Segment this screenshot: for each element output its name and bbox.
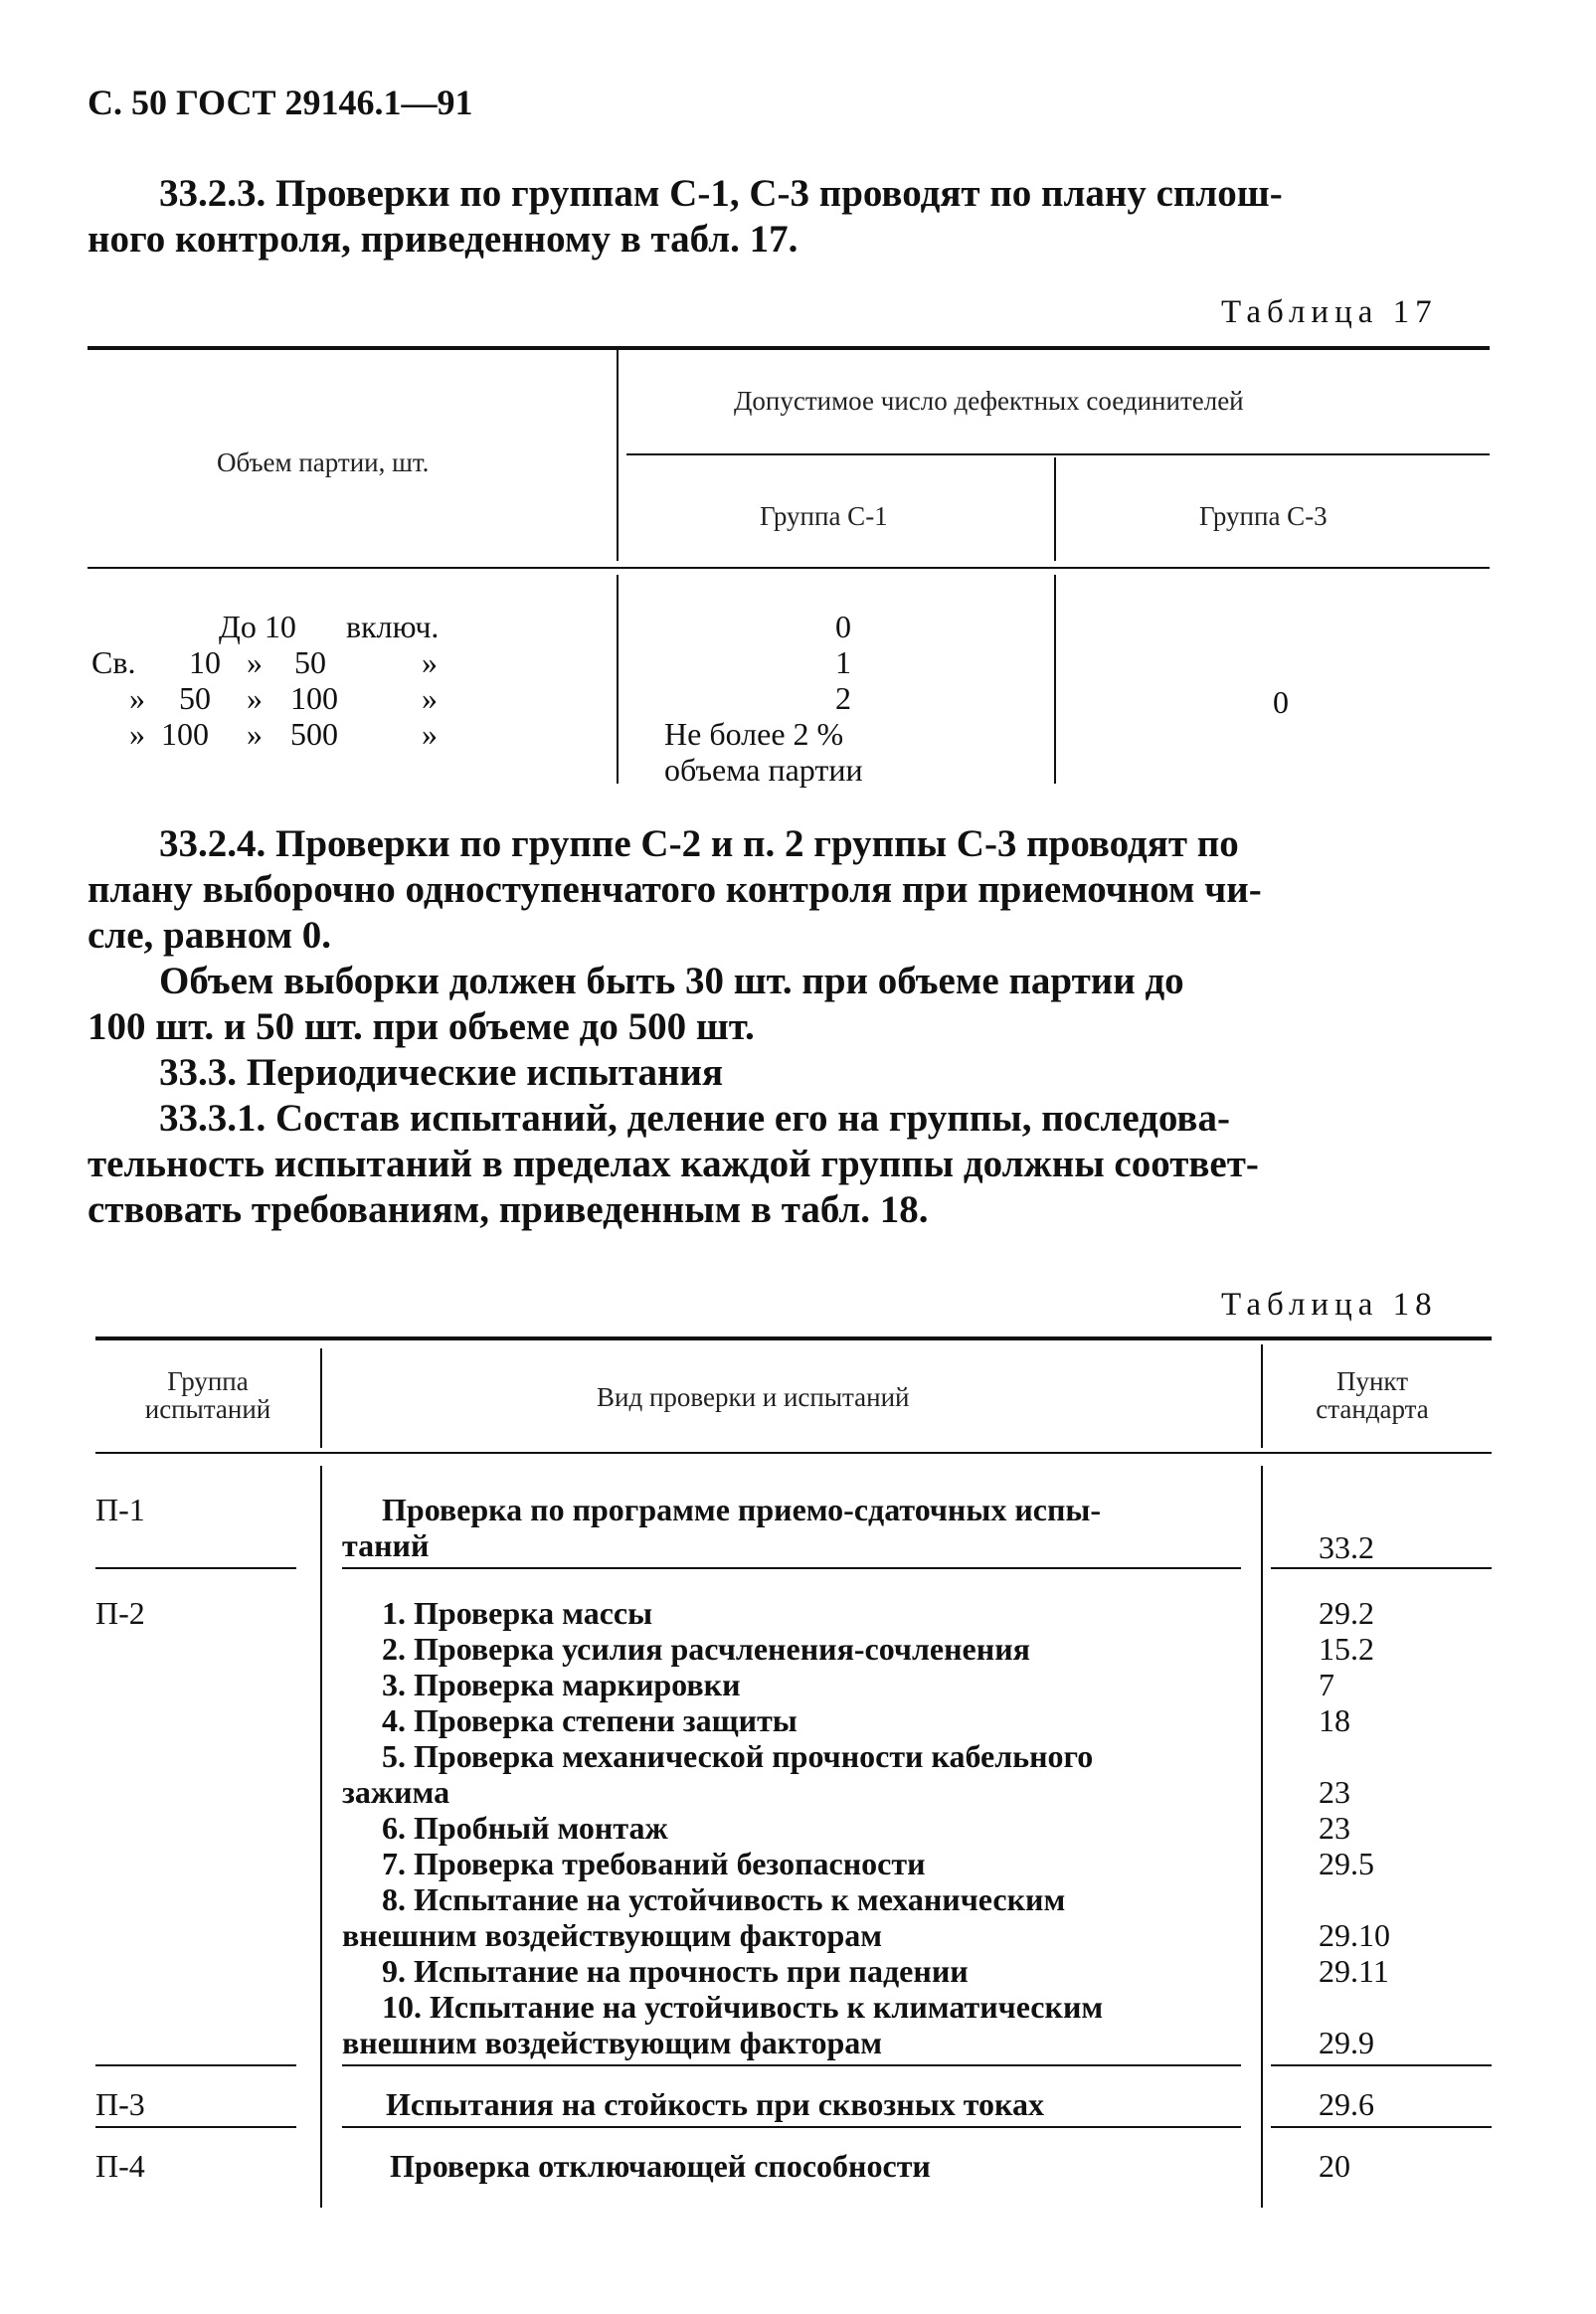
table-rule xyxy=(88,346,1490,350)
test-description: внешним воздействующим факторам xyxy=(342,2025,883,2060)
test-description: Проверка отключающей способности xyxy=(390,2148,931,2184)
row-range-from: 10 xyxy=(189,644,221,680)
paragraph-line: тельность испытаний в пределах каждой группы должны соответ- xyxy=(88,1143,1259,1185)
group-label: П-1 xyxy=(95,1492,145,1527)
test-description: Проверка по программе приемо-сдаточных испы- xyxy=(382,1492,1102,1527)
test-description: Испытания на стойкость при сквозных токах xyxy=(386,2086,1044,2122)
test-description: 6. Пробный монтаж xyxy=(382,1810,668,1846)
table-rule xyxy=(320,1466,322,2208)
page-header: С. 50 ГОСТ 29146.1—91 xyxy=(88,83,473,122)
group-label: П-2 xyxy=(95,1595,145,1631)
col-header-group: испытаний xyxy=(144,1394,271,1424)
standard-point: 29.6 xyxy=(1319,2086,1374,2122)
paragraph-line: плану выборочно одноступенчатого контроля при приемочном чи- xyxy=(88,868,1262,911)
row-range-suffix: включ. xyxy=(346,609,440,644)
standard-point: 33.2 xyxy=(1319,1529,1374,1565)
standard-point: 29.5 xyxy=(1319,1846,1374,1881)
col-header-volume: Объем партии, шт. xyxy=(217,447,430,477)
row-c1-value: Не более 2 % xyxy=(664,716,844,752)
table-rule xyxy=(617,575,619,784)
table-rule xyxy=(95,2126,296,2128)
table-rule xyxy=(95,1336,1492,1340)
col-header-group-c3: Группа С-3 xyxy=(1199,501,1328,531)
table-rule xyxy=(1261,1344,1263,1448)
table-rule xyxy=(626,453,1490,455)
table-rule xyxy=(1271,2064,1492,2066)
paragraph-line: ного контроля, приведенному в табл. 17. xyxy=(88,218,798,261)
row-c1-value: 2 xyxy=(835,680,851,716)
row-c1-extra: объема партии xyxy=(664,752,863,788)
test-description: 2. Проверка усилия расчленения-сочленения xyxy=(382,1631,1030,1667)
standard-point: 7 xyxy=(1319,1667,1334,1702)
row-range-from: 100 xyxy=(161,716,209,752)
standard-point: 23 xyxy=(1319,1810,1350,1846)
test-description: 4. Проверка степени защиты xyxy=(382,1702,798,1738)
table-rule xyxy=(1271,1567,1492,1569)
group-label: П-3 xyxy=(95,2086,145,2122)
paragraph-line: сле, равном 0. xyxy=(88,914,332,957)
test-description: 5. Проверка механической прочности кабельного xyxy=(382,1738,1094,1774)
test-description: 9. Испытание на прочность при падении xyxy=(382,1953,969,1989)
col-header-type: Вид проверки и испытаний xyxy=(597,1382,910,1412)
row-range-from: 50 xyxy=(179,680,211,716)
paragraph-line: 33.3.1. Состав испытаний, деление его на группы, последова- xyxy=(159,1097,1230,1140)
table-rule xyxy=(95,1452,1492,1454)
standard-point: 20 xyxy=(1319,2148,1350,2184)
group-label: П-4 xyxy=(95,2148,145,2184)
table-rule xyxy=(617,348,619,561)
standard-point: 29.2 xyxy=(1319,1595,1374,1631)
table-rule xyxy=(342,1567,1241,1569)
row-range-mid: » xyxy=(247,644,263,680)
row-range-mid: » xyxy=(247,680,263,716)
row-range-suffix: » xyxy=(422,644,438,680)
standard-point: 29.10 xyxy=(1319,1917,1390,1953)
table-rule xyxy=(342,2064,1241,2066)
test-description: 7. Проверка требований безопасности xyxy=(382,1846,926,1881)
paragraph-line: 33.3. Периодические испытания xyxy=(159,1051,724,1094)
col-header-group: Группа xyxy=(167,1366,249,1396)
col-header-point: Пункт xyxy=(1335,1366,1408,1396)
row-range-prefix: » xyxy=(129,680,145,716)
table-rule xyxy=(1261,1466,1263,2208)
table-18-caption: Таблица 18 xyxy=(1221,1287,1438,1323)
row-c1-value: 0 xyxy=(835,609,851,644)
table-rule xyxy=(95,2064,296,2066)
paragraph-line: Объем выборки должен быть 30 шт. при объеме партии до xyxy=(159,960,1184,1002)
standard-point: 29.9 xyxy=(1319,2025,1374,2060)
c3-value: 0 xyxy=(1273,684,1289,720)
test-description: таний xyxy=(342,1527,430,1563)
test-description: 3. Проверка маркировки xyxy=(382,1667,741,1702)
test-description: 8. Испытание на устойчивость к механическим xyxy=(382,1881,1066,1917)
standard-point: 18 xyxy=(1319,1702,1350,1738)
table-17-caption: Таблица 17 xyxy=(1221,294,1438,330)
row-range-to: 50 xyxy=(294,644,326,680)
paragraph-line: 33.2.3. Проверки по группам С-1, С-3 проводят по плану сплош- xyxy=(159,172,1283,215)
row-range-prefix: » xyxy=(129,716,145,752)
test-description: 1. Проверка массы xyxy=(382,1595,653,1631)
table-rule xyxy=(1054,457,1056,561)
row-range-suffix: » xyxy=(422,716,438,752)
row-range-from: До 10 xyxy=(219,609,296,644)
row-range-mid: » xyxy=(247,716,263,752)
test-description: 10. Испытание на устойчивость к климатическим xyxy=(382,1989,1104,2025)
row-c1-value: 1 xyxy=(835,644,851,680)
col-header-group-c1: Группа С-1 xyxy=(760,501,888,531)
row-range-to: 100 xyxy=(290,680,338,716)
standard-point: 23 xyxy=(1319,1774,1350,1810)
row-range-to: 500 xyxy=(290,716,338,752)
col-header-point: стандарта xyxy=(1316,1394,1429,1424)
col-header-allowed: Допустимое число дефектных соединителей xyxy=(734,386,1244,416)
paragraph-line: 100 шт. и 50 шт. при объеме до 500 шт. xyxy=(88,1005,755,1048)
table-rule xyxy=(342,2126,1241,2128)
test-description: внешним воздействующим факторам xyxy=(342,1917,883,1953)
paragraph-line: 33.2.4. Проверки по группе С-2 и п. 2 группы С-3 проводят по xyxy=(159,822,1239,865)
row-range-prefix: Св. xyxy=(91,644,136,680)
table-rule xyxy=(1271,2126,1492,2128)
standard-point: 15.2 xyxy=(1319,1631,1374,1667)
table-rule xyxy=(320,1348,322,1448)
test-description: зажима xyxy=(342,1774,450,1810)
table-rule xyxy=(1054,575,1056,784)
row-range-suffix: » xyxy=(422,680,438,716)
paragraph-line: ствовать требованиям, приведенным в табл. 18. xyxy=(88,1188,929,1231)
table-rule xyxy=(95,1567,296,1569)
table-rule xyxy=(88,567,1490,569)
standard-point: 29.11 xyxy=(1319,1953,1389,1989)
